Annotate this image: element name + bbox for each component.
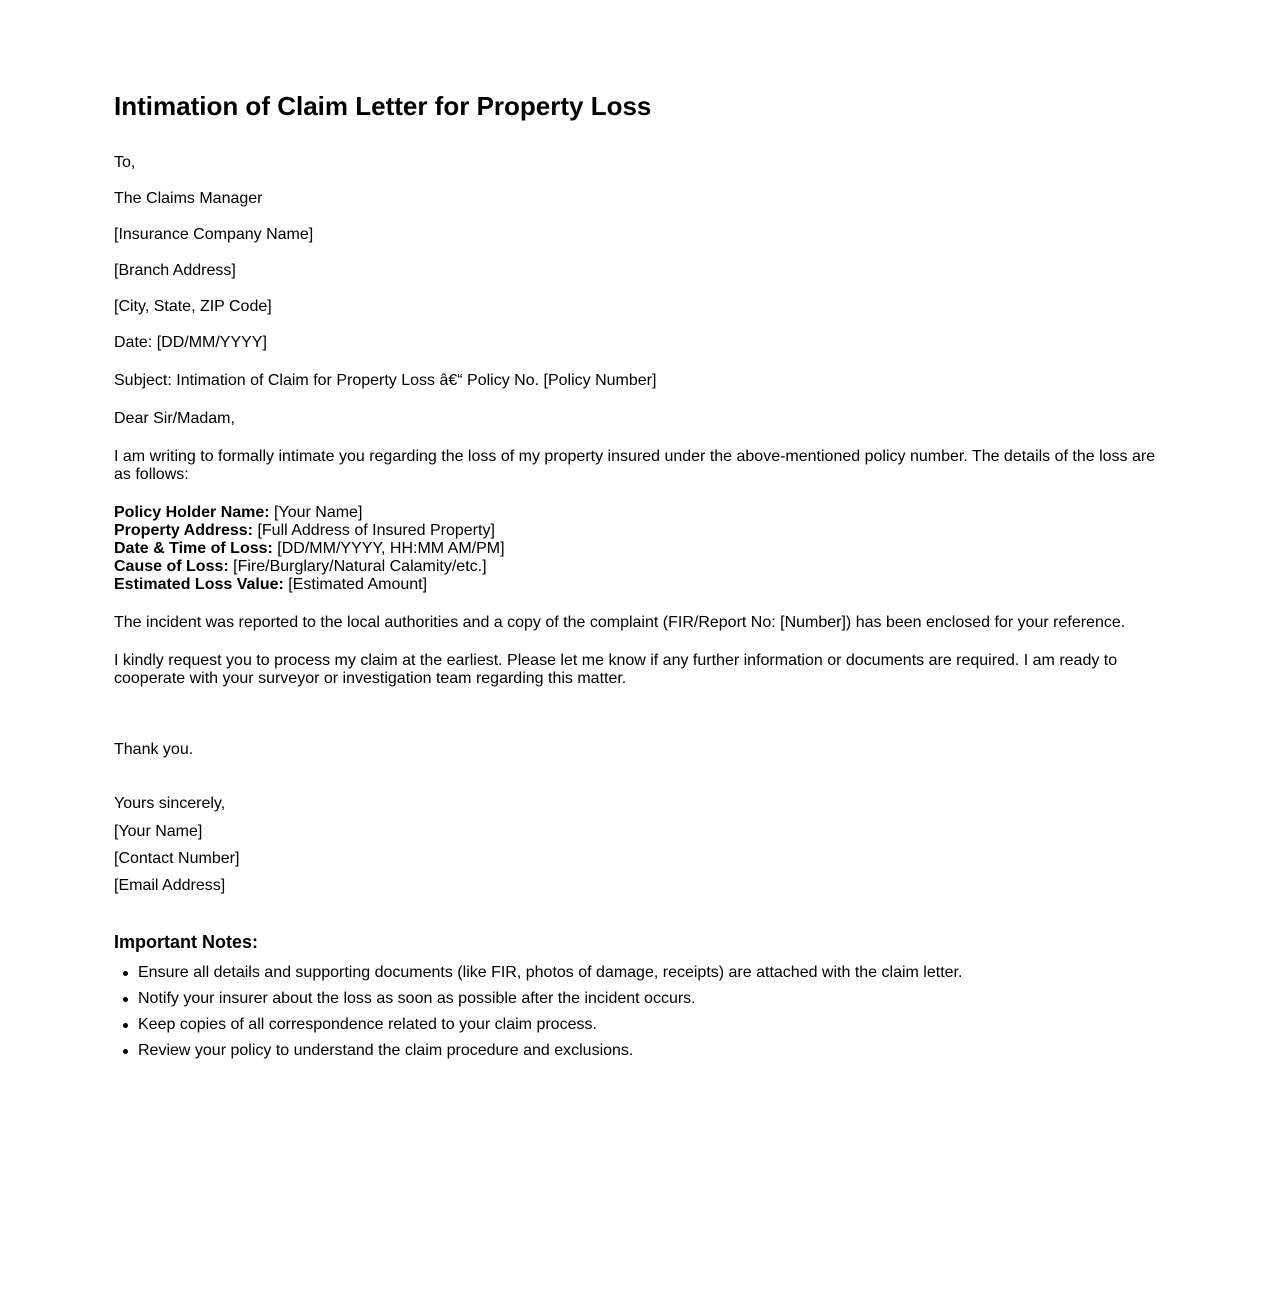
- detail-value: [Full Address of Insured Property]: [253, 522, 495, 539]
- note-text: Ensure all details and supporting documents (like FIR, photos of damage, receipts) are attached with the claim letter.: [138, 964, 963, 981]
- recipient-role: The Claims Manager: [114, 190, 263, 207]
- letter-greeting: Dear Sir/Madam,: [114, 410, 235, 427]
- detail-label: Estimated Loss Value:: [114, 576, 284, 593]
- recipient-branch: [Branch Address]: [114, 262, 236, 279]
- list-item: [114, 1042, 962, 1068]
- bullet-icon: [123, 997, 128, 1002]
- bullet-icon: [123, 1049, 128, 1054]
- request-paragraph: I kindly request you to process my claim at the earliest. Please let me know if any further information or documents are required. I am ready to cooperate with your surveyor or investigation team regarding this matter.: [114, 652, 1118, 687]
- closing-email: [Email Address]: [114, 877, 226, 894]
- detail-value: [Fire/Burglary/Natural Calamity/etc.]: [228, 558, 487, 575]
- detail-cause: [114, 558, 487, 576]
- list-item: [114, 990, 962, 1016]
- detail-property-address: [114, 522, 495, 540]
- detail-value: [Your Name]: [269, 504, 363, 521]
- notes-list: [114, 964, 962, 1068]
- note-text: Keep copies of all correspondence related to your claim process.: [138, 1016, 597, 1033]
- letter-intro: I am writing to formally intimate you regarding the loss of my property insured under the above-mentioned policy number. The details of the loss are as follows:: [114, 448, 1156, 483]
- bullet-icon: [123, 1023, 128, 1028]
- page-title: Intimation of Claim Letter for Property Loss: [114, 91, 652, 121]
- detail-value: [DD/MM/YYYY, HH:MM AM/PM]: [272, 540, 505, 557]
- detail-label: Policy Holder Name:: [114, 504, 270, 521]
- list-item: [114, 1016, 962, 1042]
- detail-value: [Estimated Amount]: [283, 576, 428, 593]
- detail-label: Date & Time of Loss:: [114, 540, 273, 557]
- recipient-city: [City, State, ZIP Code]: [114, 298, 272, 315]
- note-text: Notify your insurer about the loss as soon as possible after the incident occurs.: [138, 990, 696, 1007]
- note-text: Review your policy to understand the claim procedure and exclusions.: [138, 1042, 634, 1059]
- incident-paragraph: The incident was reported to the local authorities and a copy of the complaint (FIR/Report No: [Number]) has been enclosed for your reference.: [114, 614, 1126, 631]
- closing-signoff: Yours sincerely,: [114, 795, 226, 812]
- detail-date-time: [114, 540, 505, 558]
- detail-label: Cause of Loss:: [114, 558, 229, 575]
- thanks-line: Thank you.: [114, 741, 194, 758]
- letter-date: Date: [DD/MM/YYYY]: [114, 334, 267, 351]
- detail-policy-holder: [114, 504, 362, 522]
- bullet-icon: [123, 971, 128, 976]
- letter-subject: Subject: Intimation of Claim for Property Loss â€“ Policy No. [Policy Number]: [114, 372, 657, 389]
- notes-heading: Important Notes:: [114, 932, 258, 952]
- list-item: [114, 964, 962, 990]
- detail-label: Property Address:: [114, 522, 253, 539]
- recipient-to: To,: [114, 154, 136, 171]
- recipient-company: [Insurance Company Name]: [114, 226, 314, 243]
- closing-name: [Your Name]: [114, 823, 203, 840]
- detail-estimated-value: [114, 576, 427, 594]
- closing-contact: [Contact Number]: [114, 850, 240, 867]
